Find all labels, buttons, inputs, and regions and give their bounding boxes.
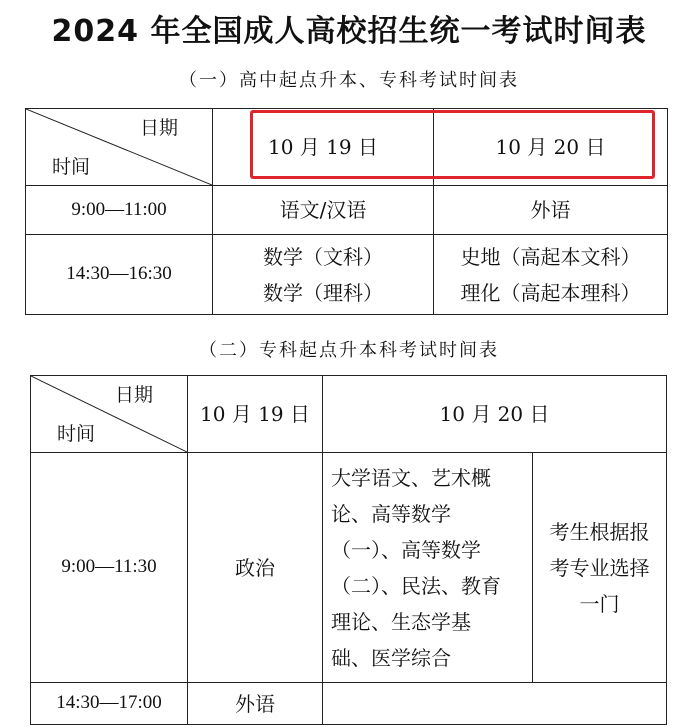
note-line: 考生根据报 xyxy=(549,519,650,544)
table2-row2-time: 14:30—17:00 xyxy=(31,683,188,725)
header-time-label: 时间 xyxy=(52,156,91,179)
table2-col-oct20: 10 月 20 日 xyxy=(323,376,667,453)
subject-line: 论、高等数学 xyxy=(331,501,451,526)
table1-subtitle: （一）高中起点升本、专科考试时间表 xyxy=(179,70,519,91)
header-date-label: 日期 xyxy=(114,384,153,406)
header-time-label: 时间 xyxy=(57,423,96,446)
table2-row1-day2-subjects xyxy=(323,453,533,683)
subject-line: 理论、生态学基 xyxy=(331,609,471,634)
table1-row2-day2 xyxy=(434,235,668,315)
table2-row1-time: 9:00—11:30 xyxy=(31,453,188,683)
table1-diagonal-header xyxy=(26,109,213,186)
table2-row1-day2-note xyxy=(533,453,667,683)
subject-line: 数学（理科） xyxy=(263,280,383,305)
table1-row2-day1 xyxy=(213,235,434,315)
table1-row1-day2: 外语 xyxy=(434,186,668,235)
table2-row1-day1: 政治 xyxy=(188,453,323,683)
note-line: 一门 xyxy=(579,591,620,616)
diagonal-line xyxy=(31,376,187,452)
table1-row2-time: 14:30—16:30 xyxy=(26,235,213,315)
schedule-table-1 xyxy=(25,108,668,315)
table2-row2-day1: 外语 xyxy=(188,683,323,725)
subject-line: （二）、民法、教育 xyxy=(331,573,501,598)
subject-line: 理化（高起本理科） xyxy=(460,280,641,305)
schedule-table-2 xyxy=(30,375,667,725)
subject-line: 础、医学综合 xyxy=(331,645,451,670)
header-date-label: 日期 xyxy=(139,117,178,139)
subject-line: 大学语文、艺术概 xyxy=(331,465,491,490)
table2-row2-day2 xyxy=(323,683,667,725)
table1-col-oct19: 10 月 19 日 xyxy=(213,109,434,186)
table2-col-oct19: 10 月 19 日 xyxy=(188,376,323,453)
page-title: 2024 年全国成人高校招生统一考试时间表 xyxy=(51,14,647,49)
subject-line: 史地（高起本文科） xyxy=(460,244,641,269)
table2-subtitle: （二）专科起点升本科考试时间表 xyxy=(199,340,499,361)
note-line: 考专业选择 xyxy=(549,555,650,580)
table2-diagonal-header xyxy=(31,376,188,453)
table1-col-oct20: 10 月 20 日 xyxy=(434,109,668,186)
table1-row1-time: 9:00—11:00 xyxy=(26,186,213,235)
subject-line: 数学（文科） xyxy=(263,244,383,269)
table1-row1-day1: 语文/汉语 xyxy=(213,186,434,235)
subject-line: （一）、高等数学 xyxy=(331,537,481,562)
